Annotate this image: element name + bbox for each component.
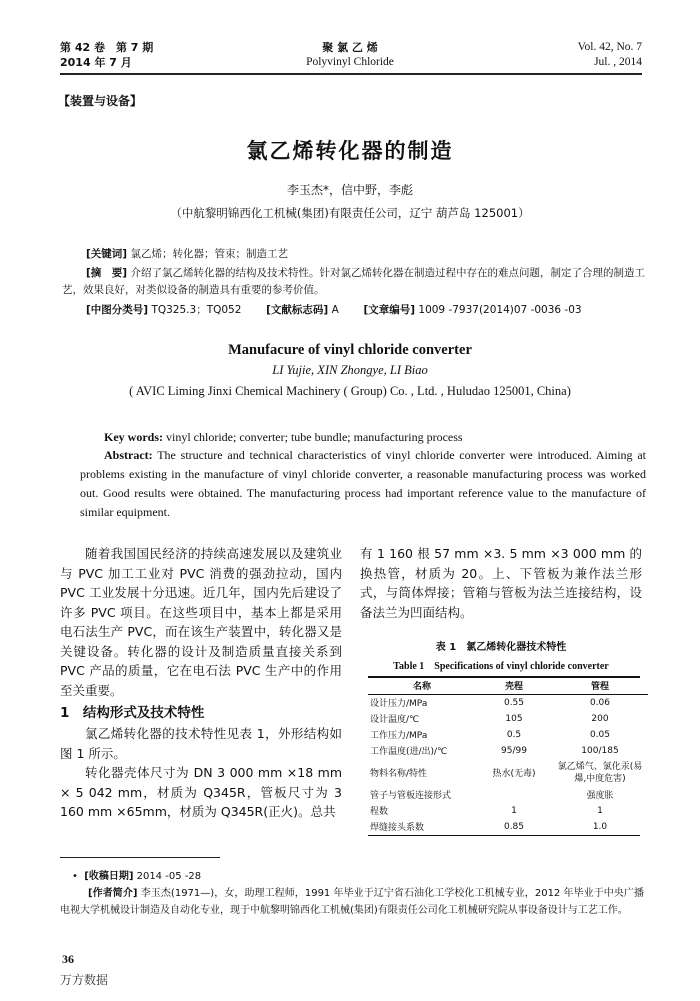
spec-table bbox=[368, 678, 648, 835]
table-cell: 程数 bbox=[370, 807, 389, 817]
table-cell: 95/99 bbox=[501, 745, 527, 756]
table-cell: 0.85 bbox=[503, 821, 525, 832]
affiliation-cn: （中航黎明锦西化工机械(集团)有限责任公司，辽宁 葫芦岛 125001） bbox=[170, 206, 530, 220]
keywords-cn bbox=[86, 246, 646, 263]
bullet: • bbox=[72, 871, 85, 882]
table-cell: 热水(无毒) bbox=[492, 769, 536, 779]
table-1-caption-cn: 表 1 氯乙烯转化器技术特性 bbox=[435, 642, 567, 653]
table-row bbox=[368, 743, 648, 759]
col-header-shell: 壳程 bbox=[504, 682, 523, 692]
table-cell: 0.05 bbox=[589, 729, 611, 740]
table-cell: 工作压力/MPa bbox=[370, 731, 428, 741]
keywords-cn-label: [关键词] bbox=[86, 248, 128, 260]
table-cell: 0.5 bbox=[506, 729, 522, 740]
title-en: Manufacure of vinyl chloride converter bbox=[228, 342, 472, 358]
table-1-caption-en: Table 1 Specifications of vinyl chloride converter bbox=[393, 661, 609, 672]
clc-label: [中图分类号] bbox=[86, 304, 149, 316]
section-1-heading: 1 结构形式及技术特性 bbox=[60, 705, 205, 721]
footnote-received bbox=[60, 868, 644, 885]
keywords-cn-text: 氯乙烯；转化器；管束；制造工艺 bbox=[130, 248, 288, 260]
header-journal-cn: 聚 氯 乙 烯 bbox=[322, 41, 378, 54]
table-cell: 1 bbox=[597, 805, 603, 816]
footnote-bio bbox=[60, 885, 644, 919]
right-paragraph-1: 有 1 160 根 57 mm ×3. 5 mm ×3 000 mm 的换热管，材质为 20。上、下管板为兼作法兰形式，与筒体焊接；管箱与管板为法兰连接结构，设备法兰为凹面结构。 bbox=[360, 546, 642, 620]
table-cell: 物料名称/特性 bbox=[370, 769, 428, 779]
table-cell bbox=[476, 787, 552, 803]
received-value: 2014 -05 -28 bbox=[136, 871, 202, 882]
abstract-en-text: The structure and technical characteristics of vinyl chloride converter were introduced. Aiming at problems existing in the manufacture of vinyl chloride converter, a reasonable manufacturing process was worked out. Good results were obtained. The manufacturing process had important reference value to the manufacture of similar equipment. bbox=[80, 448, 646, 519]
table-row bbox=[368, 803, 648, 819]
header-journal-en: Polyvinyl Chloride bbox=[306, 56, 394, 68]
table-cell: 1.0 bbox=[592, 821, 608, 832]
keywords-en-text: vinyl chloride; converter; tube bundle; manufacturing process bbox=[166, 430, 463, 444]
table-row bbox=[368, 694, 648, 711]
keywords-en bbox=[104, 429, 644, 446]
authors-en: LI Yujie, XIN Zhongye, LI Biao bbox=[272, 363, 428, 377]
header-date-cn: 2014 年 7 月 bbox=[60, 56, 132, 69]
received-label: [收稿日期] bbox=[84, 871, 134, 882]
table-cell: 0.06 bbox=[589, 697, 611, 708]
footnote bbox=[60, 868, 644, 919]
keywords-en-label: Key words: bbox=[104, 430, 163, 444]
affiliation-en: ( AVIC Liming Jinxi Chemical Machinery ( Group) Co. , Ltd. , Huludao 125001, China) bbox=[129, 384, 571, 398]
table-cell: 105 bbox=[505, 713, 523, 724]
table-cell: 1 bbox=[511, 805, 517, 816]
authors-cn: 李玉杰*，信中野，李彪 bbox=[286, 183, 413, 197]
bio-text: 李玉杰(1971—)，女，助理工程师，1991 年毕业于辽宁省石油化工学校化工机械专业，2012 年毕业于中央广播电视大学机械设计制造及自动化专业，现于中航黎明锦西化工机械(集团)有限责任公司化工机械研究院从事设备设计与工艺工作。 bbox=[60, 888, 645, 916]
page-number: 36 bbox=[62, 952, 74, 966]
table-row bbox=[368, 727, 648, 743]
table-header-row bbox=[368, 678, 648, 695]
abstract-en-label: Abstract: bbox=[104, 448, 153, 462]
doc-code-label: [文献标志码] bbox=[266, 304, 329, 316]
table-cell: 氯乙烯气、氯化汞(易爆,中度危害) bbox=[557, 761, 643, 784]
table-cell: 焊缝接头系数 bbox=[370, 823, 425, 833]
footnote-rule bbox=[60, 857, 220, 858]
col-header-name: 名称 bbox=[412, 682, 431, 692]
abstract-cn bbox=[62, 265, 646, 299]
table-cell: 工作温度(进/出)/℃ bbox=[370, 747, 448, 757]
header-volume-en: Vol. 42, No. 7 bbox=[577, 41, 642, 53]
clc-value: TQ325.3；TQ052 bbox=[151, 304, 242, 316]
header-rule bbox=[60, 73, 642, 75]
header-date-en: Jul. , 2014 bbox=[594, 56, 642, 68]
section-1-paragraph-2: 转化器壳体尺寸为 DN 3 000 mm ×18 mm × 5 042 mm，材质为 Q345R，管板尺寸为 3 160 mm ×65mm，材质为 Q345R(正火)。总共 bbox=[60, 765, 342, 819]
col-header-tube: 管程 bbox=[590, 682, 609, 692]
article-no-label: [文章编号] bbox=[363, 304, 416, 316]
table-row bbox=[368, 711, 648, 727]
body-left-column bbox=[60, 544, 342, 822]
table-1 bbox=[368, 676, 648, 836]
section-1-paragraph-1: 氯乙烯转化器的技术特性见表 1，外形结构如图 1 所示。 bbox=[60, 726, 342, 761]
table-row bbox=[368, 787, 648, 803]
abstract-en bbox=[80, 446, 646, 522]
classification-line bbox=[86, 302, 646, 319]
abstract-cn-text: 介绍了氯乙烯转化器的结构及技术特性。针对氯乙烯转化器在制造过程中存在的难点问题，制定了合理的制造工艺，效果良好，对类似设备的制造具有重要的参考价值。 bbox=[62, 267, 645, 296]
article-no-value: 1009 -7937(2014)07 -0036 -03 bbox=[418, 304, 582, 316]
table-cell: 0.55 bbox=[503, 697, 525, 708]
table-cell: 强度胀 bbox=[586, 791, 614, 801]
title-cn: 氯乙烯转化器的制造 bbox=[246, 139, 454, 163]
table-cell: 100/185 bbox=[581, 745, 619, 756]
doc-code-value: A bbox=[331, 304, 339, 316]
watermark: 万方数据 bbox=[60, 973, 109, 987]
table-cell: 设计压力/MPa bbox=[370, 699, 428, 709]
table-cell: 设计温度/℃ bbox=[370, 715, 420, 725]
table-row bbox=[368, 819, 648, 835]
table-cell: 200 bbox=[591, 713, 609, 724]
body-right-column bbox=[360, 544, 642, 622]
table-row bbox=[368, 759, 648, 787]
section-tag: 【装置与设备】 bbox=[58, 94, 143, 108]
header-volume-cn: 第 42 卷 第 7 期 bbox=[60, 41, 154, 54]
table-cell: 管子与管板连接形式 bbox=[370, 791, 452, 801]
abstract-cn-label: [摘 要] bbox=[86, 267, 128, 279]
intro-paragraph: 随着我国国民经济的持续高速发展以及建筑业与 PVC 加工工业对 PVC 消费的强劲拉动，国内 PVC 工业发展十分迅速。近几年，国内先后建设了许多 PVC 项目。在这些项目中，基本上都是采用电石法生产 PVC，而在该生产装置中，转化器又是关键设备。转化器的设计及制造质量直接关系到 PVC 产品的质量，它在电石法 PVC 生产中的作用至关重要。 bbox=[60, 546, 342, 698]
bio-label: [作者简介] bbox=[88, 888, 138, 899]
